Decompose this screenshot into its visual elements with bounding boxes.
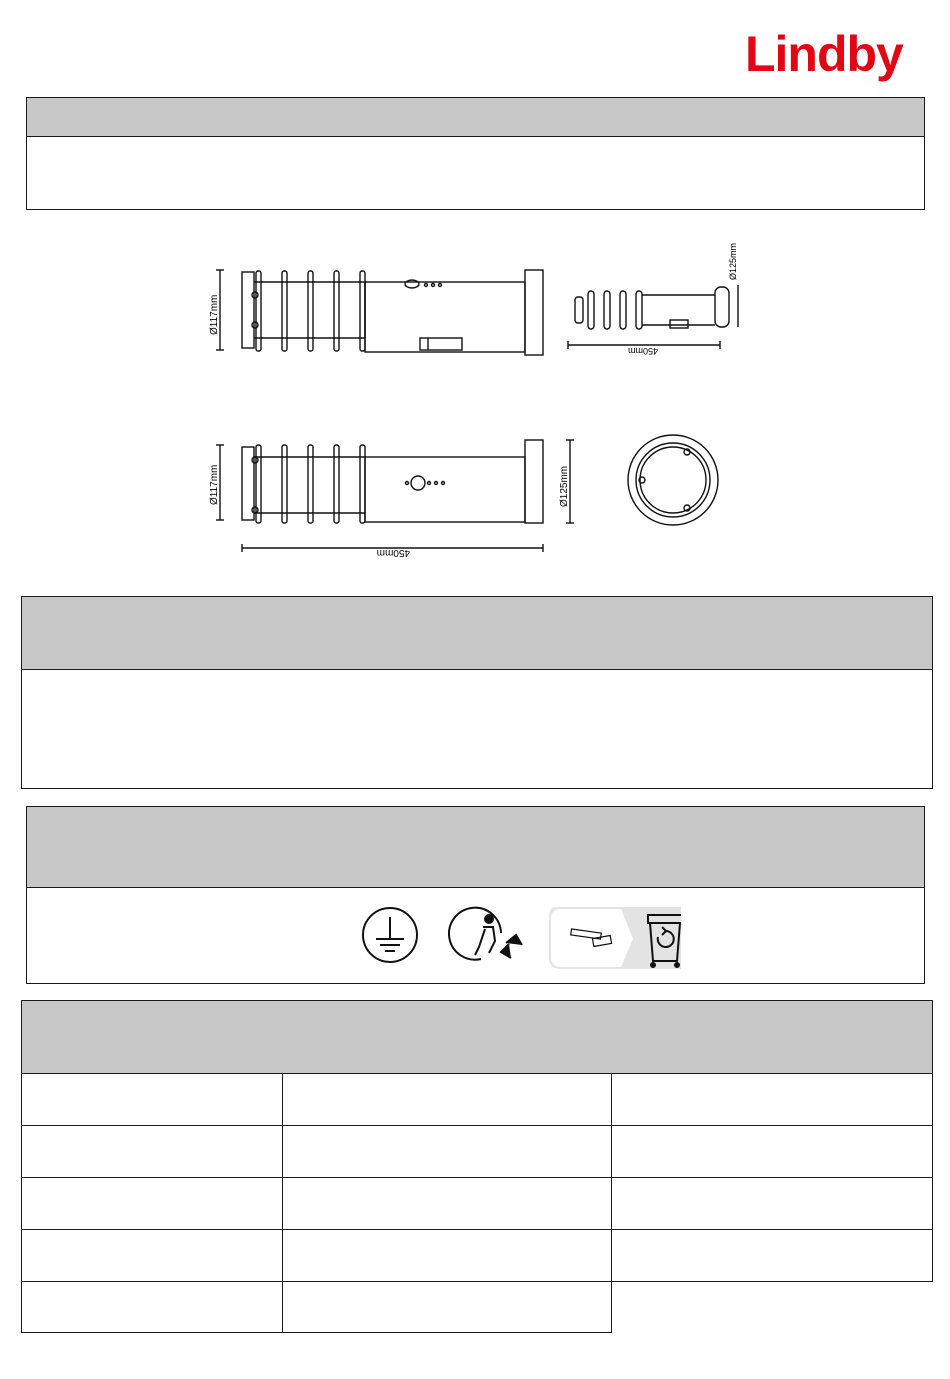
table-cell	[282, 1177, 612, 1230]
front-base-label: Ø125mm	[559, 465, 570, 507]
front-length-label: 450mm	[376, 547, 410, 558]
table-cell	[611, 1177, 933, 1230]
table-cell	[611, 1229, 933, 1282]
product-info-box	[26, 97, 925, 210]
table-cell	[282, 1281, 612, 1333]
details-table-header	[22, 1001, 932, 1074]
table-cell	[21, 1125, 283, 1178]
brand-logo: Lindby	[745, 26, 903, 82]
table-cell	[282, 1229, 612, 1282]
perspective-length-label: 450mm	[627, 346, 658, 356]
table-cell	[21, 1281, 283, 1333]
table-cell	[21, 1229, 283, 1282]
side-view-drawing	[216, 270, 543, 355]
perspective-view-drawing	[568, 285, 738, 349]
symbols-box	[26, 806, 925, 984]
table-cell	[21, 1177, 283, 1230]
packaging-recycle-bin-icon	[549, 907, 681, 969]
product-info-header	[27, 98, 924, 137]
tidyman-recycle-icon	[449, 908, 522, 960]
technical-drawing	[190, 235, 770, 565]
details-table-box	[21, 1000, 933, 1074]
specs-header	[22, 597, 932, 670]
table-cell	[282, 1125, 612, 1178]
perspective-base-label: Ø125mm	[728, 242, 738, 280]
details-table	[21, 1073, 933, 1333]
table-cell	[611, 1073, 933, 1126]
front-diameter-label: Ø117mm	[209, 464, 220, 505]
front-view-drawing	[216, 440, 574, 552]
table-cell	[611, 1125, 933, 1178]
top-view-drawing	[628, 435, 718, 525]
protective-earth-icon	[363, 908, 417, 962]
table-cell	[21, 1073, 283, 1126]
table-cell	[282, 1073, 612, 1126]
specs-box	[21, 596, 933, 789]
side-diameter-label: Ø117mm	[209, 294, 220, 335]
symbols-header	[27, 807, 924, 888]
